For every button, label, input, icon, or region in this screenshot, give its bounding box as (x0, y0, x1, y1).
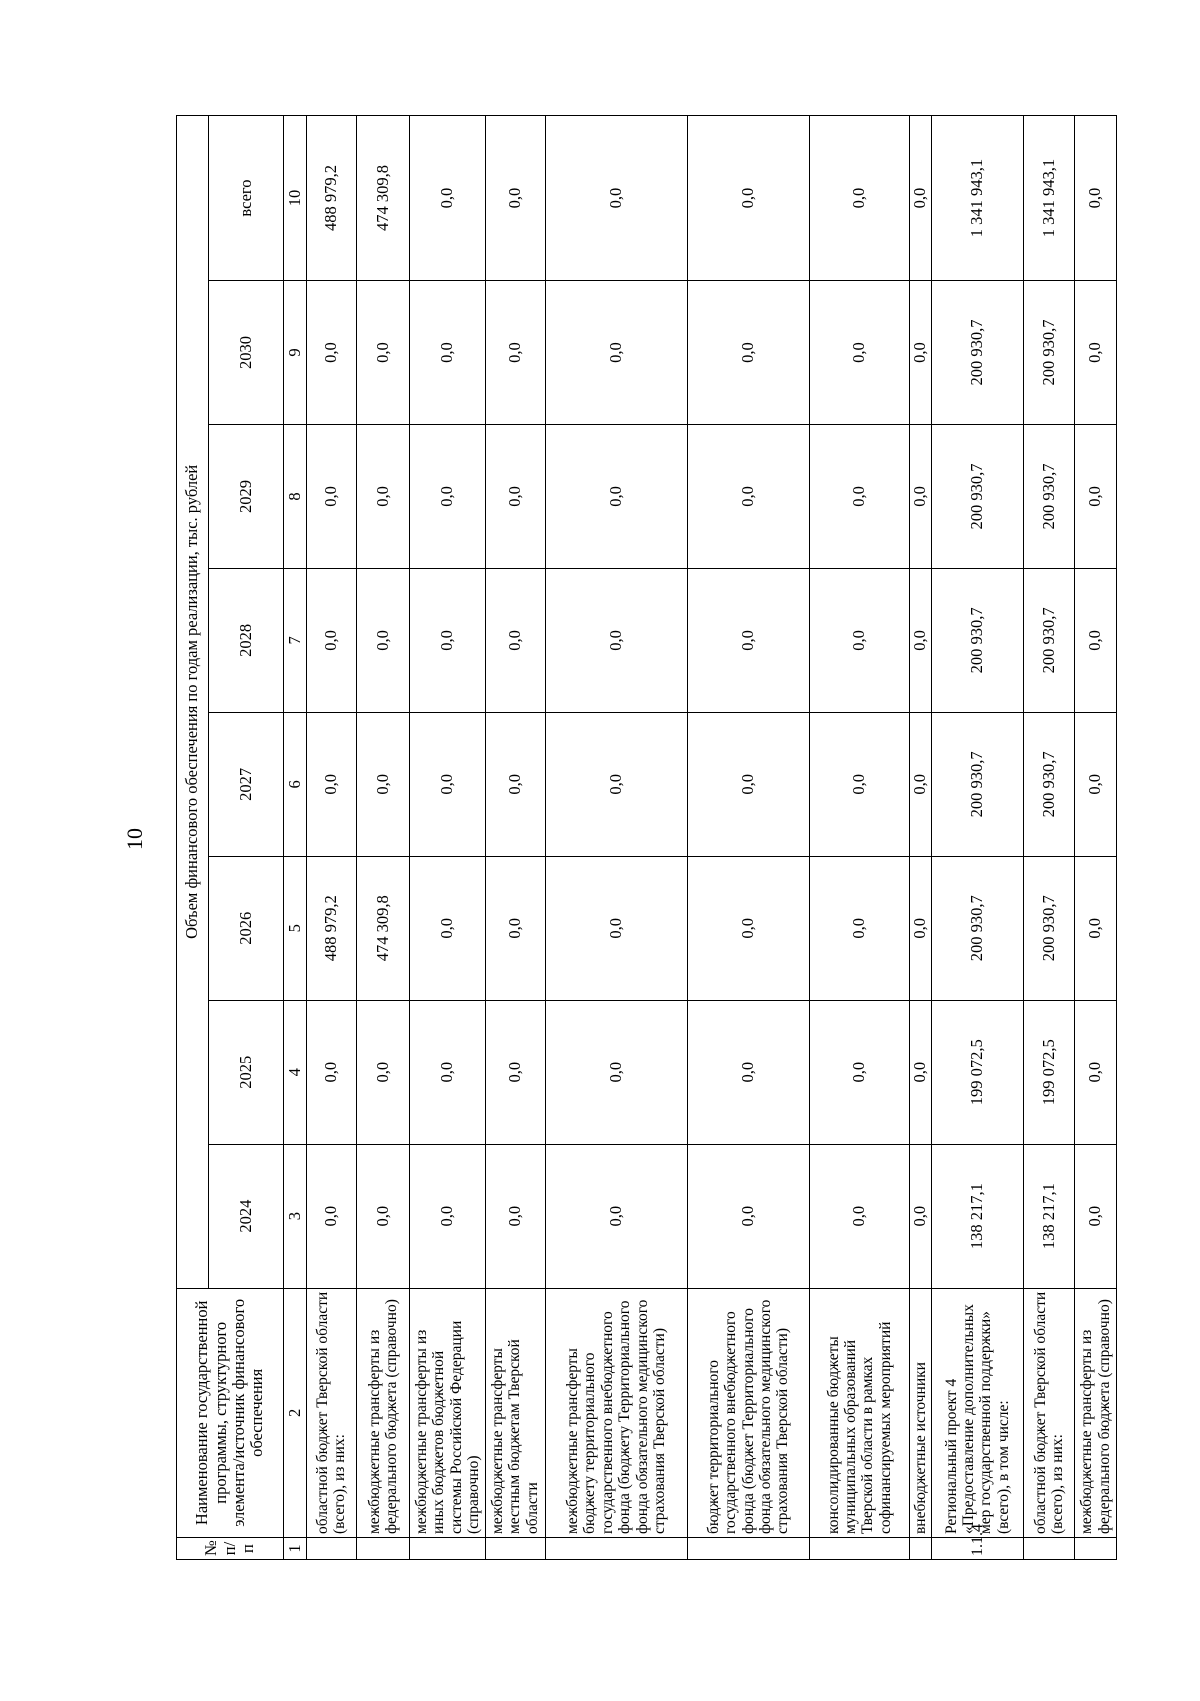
row-year-value: 0,0 (1075, 281, 1117, 425)
table-row (687, 116, 809, 1560)
row-year-value: 0,0 (909, 568, 932, 712)
column-index: 9 (284, 281, 307, 425)
row-year-value: 0,0 (545, 1144, 687, 1288)
row-total-value: 0,0 (909, 116, 932, 281)
row-name: межбюджетные трансферты из федерального бюджета (справочно) (356, 1288, 410, 1537)
row-year-value: 488 979,2 (306, 856, 356, 1000)
row-year-value: 0,0 (687, 424, 809, 568)
row-number (810, 1538, 910, 1560)
row-number (410, 1538, 485, 1560)
row-number (485, 1538, 545, 1560)
row-year-value: 200 930,7 (932, 568, 1023, 712)
row-year-value: 200 930,7 (932, 424, 1023, 568)
header-year: 2024 (209, 1144, 284, 1288)
column-index: 5 (284, 856, 307, 1000)
column-index-row (284, 116, 307, 1560)
row-year-value: 0,0 (485, 568, 545, 712)
row-year-value: 138 217,1 (932, 1144, 1023, 1288)
rotated-table-container (176, 115, 1117, 1560)
row-year-value: 200 930,7 (1023, 424, 1075, 568)
row-year-value: 0,0 (410, 568, 485, 712)
row-year-value: 0,0 (485, 1144, 545, 1288)
table-row (1023, 116, 1075, 1560)
row-year-value: 0,0 (306, 281, 356, 425)
header-year: 2029 (209, 424, 284, 568)
column-index: 4 (284, 1000, 307, 1144)
row-number (1023, 1538, 1075, 1560)
row-name: областной бюджет Тверской области (всего), из них: (306, 1288, 356, 1537)
row-year-value: 0,0 (1075, 712, 1117, 856)
row-year-value: 200 930,7 (1023, 712, 1075, 856)
table-row (1075, 116, 1117, 1560)
row-number (1075, 1538, 1117, 1560)
row-number (306, 1538, 356, 1560)
row-year-value: 0,0 (909, 1000, 932, 1144)
table-row (545, 116, 687, 1560)
table-row (306, 116, 356, 1560)
row-year-value: 0,0 (356, 1144, 410, 1288)
header-name: Наименование государственной программы, структурного элемента/источник финансового обеспечения (177, 1288, 284, 1537)
header-year: 2027 (209, 712, 284, 856)
row-year-value: 0,0 (545, 856, 687, 1000)
row-year-value: 0,0 (1075, 856, 1117, 1000)
header-total: всего (209, 116, 284, 281)
row-year-value: 0,0 (687, 1144, 809, 1288)
row-year-value: 0,0 (485, 281, 545, 425)
row-name: межбюджетные трансферты местным бюджетам Тверской области (485, 1288, 545, 1537)
row-year-value: 0,0 (410, 856, 485, 1000)
row-number (545, 1538, 687, 1560)
table-row (932, 116, 1023, 1560)
row-total-value: 0,0 (545, 116, 687, 281)
header-group: Объем финансового обеспечения по годам реализации, тыс. рублей (177, 116, 209, 1289)
row-name: внебюджетные источники (909, 1288, 932, 1537)
row-year-value: 0,0 (687, 856, 809, 1000)
row-year-value: 0,0 (410, 1144, 485, 1288)
row-name: консолидированные бюджеты муниципальных образований Тверской области в рамках софинансируемых мероприятий (810, 1288, 910, 1537)
row-number (687, 1538, 809, 1560)
row-name: бюджет территориального государственного внебюджетного фонда (бюджет Территориального фонда обязательного медицинского страхования Тверской области) (687, 1288, 809, 1537)
row-year-value: 0,0 (909, 1144, 932, 1288)
row-year-value: 200 930,7 (1023, 568, 1075, 712)
table-row (410, 116, 485, 1560)
row-year-value: 138 217,1 (1023, 1144, 1075, 1288)
row-year-value: 0,0 (1075, 424, 1117, 568)
row-year-value: 0,0 (810, 568, 910, 712)
row-total-value: 0,0 (410, 116, 485, 281)
row-year-value: 200 930,7 (932, 712, 1023, 856)
row-year-value: 0,0 (410, 281, 485, 425)
row-name: Региональный проект 4 «Предоставление дополнительных мер государственной поддержки» (всего), в том числе: (932, 1288, 1023, 1537)
row-total-value: 0,0 (687, 116, 809, 281)
row-year-value: 0,0 (356, 568, 410, 712)
row-year-value: 0,0 (410, 712, 485, 856)
row-year-value: 199 072,5 (932, 1000, 1023, 1144)
row-year-value: 199 072,5 (1023, 1000, 1075, 1144)
row-year-value: 0,0 (1075, 1144, 1117, 1288)
row-year-value: 0,0 (545, 568, 687, 712)
row-year-value: 0,0 (545, 424, 687, 568)
row-year-value: 0,0 (687, 281, 809, 425)
row-year-value: 0,0 (306, 1000, 356, 1144)
row-year-value: 0,0 (687, 1000, 809, 1144)
row-number (909, 1538, 932, 1560)
row-year-value: 0,0 (485, 712, 545, 856)
row-name: областной бюджет Тверской области (всего), из них: (1023, 1288, 1075, 1537)
header-year: 2030 (209, 281, 284, 425)
row-year-value: 0,0 (909, 856, 932, 1000)
header-year: 2025 (209, 1000, 284, 1144)
row-year-value: 0,0 (1075, 1000, 1117, 1144)
row-year-value: 0,0 (909, 712, 932, 856)
table-row (909, 116, 932, 1560)
column-index: 10 (284, 116, 307, 281)
row-year-value: 0,0 (810, 712, 910, 856)
row-name: межбюджетные трансферты из иных бюджетов бюджетной системы Российской Федерации (справочно) (410, 1288, 485, 1537)
column-index: 8 (284, 424, 307, 568)
row-year-value: 0,0 (410, 424, 485, 568)
row-year-value: 0,0 (687, 712, 809, 856)
row-year-value: 200 930,7 (1023, 856, 1075, 1000)
row-year-value: 0,0 (810, 1144, 910, 1288)
row-year-value: 0,0 (410, 1000, 485, 1144)
row-name: межбюджетные трансферты бюджету территориального государственного внебюджетного фонда (бюджету Территориального фонда обязательного медицинского страхования Тверской области) (545, 1288, 687, 1537)
row-year-value: 0,0 (1075, 568, 1117, 712)
column-index: 3 (284, 1144, 307, 1288)
row-year-value: 0,0 (356, 712, 410, 856)
row-year-value: 0,0 (545, 712, 687, 856)
row-year-value: 0,0 (485, 1000, 545, 1144)
row-year-value: 0,0 (687, 568, 809, 712)
row-year-value: 0,0 (545, 1000, 687, 1144)
row-year-value: 0,0 (810, 424, 910, 568)
row-year-value: 0,0 (485, 424, 545, 568)
row-number: 1.1.4 (932, 1538, 1023, 1560)
row-name: межбюджетные трансферты из федерального бюджета (справочно) (1075, 1288, 1117, 1537)
row-total-value: 0,0 (810, 116, 910, 281)
row-year-value: 200 930,7 (932, 281, 1023, 425)
financing-table (176, 115, 1117, 1560)
row-year-value: 0,0 (810, 1000, 910, 1144)
row-year-value: 0,0 (306, 712, 356, 856)
row-year-value: 0,0 (306, 568, 356, 712)
header-year: 2028 (209, 568, 284, 712)
column-index: 2 (284, 1288, 307, 1537)
row-year-value: 0,0 (909, 281, 932, 425)
row-year-value: 0,0 (545, 281, 687, 425)
row-total-value: 0,0 (485, 116, 545, 281)
column-index: 1 (284, 1538, 307, 1560)
row-year-value: 200 930,7 (932, 856, 1023, 1000)
row-year-value: 200 930,7 (1023, 281, 1075, 425)
row-year-value: 0,0 (909, 424, 932, 568)
row-total-value: 474 309,8 (356, 116, 410, 281)
row-number (356, 1538, 410, 1560)
row-year-value: 0,0 (306, 1144, 356, 1288)
row-year-value: 0,0 (356, 424, 410, 568)
row-year-value: 474 309,8 (356, 856, 410, 1000)
table-body (284, 116, 1117, 1560)
page-number: 10 (122, 828, 147, 850)
row-total-value: 1 341 943,1 (932, 116, 1023, 281)
column-index: 7 (284, 568, 307, 712)
row-year-value: 0,0 (356, 1000, 410, 1144)
row-year-value: 0,0 (356, 281, 410, 425)
row-year-value: 0,0 (810, 281, 910, 425)
row-total-value: 0,0 (1075, 116, 1117, 281)
row-total-value: 488 979,2 (306, 116, 356, 281)
column-index: 6 (284, 712, 307, 856)
header-num: № п/п (177, 1538, 284, 1560)
table-row (356, 116, 410, 1560)
table-row (485, 116, 545, 1560)
header-year: 2026 (209, 856, 284, 1000)
table-row (810, 116, 910, 1560)
row-year-value: 0,0 (306, 424, 356, 568)
row-year-value: 0,0 (485, 856, 545, 1000)
row-total-value: 1 341 943,1 (1023, 116, 1075, 281)
row-year-value: 0,0 (810, 856, 910, 1000)
